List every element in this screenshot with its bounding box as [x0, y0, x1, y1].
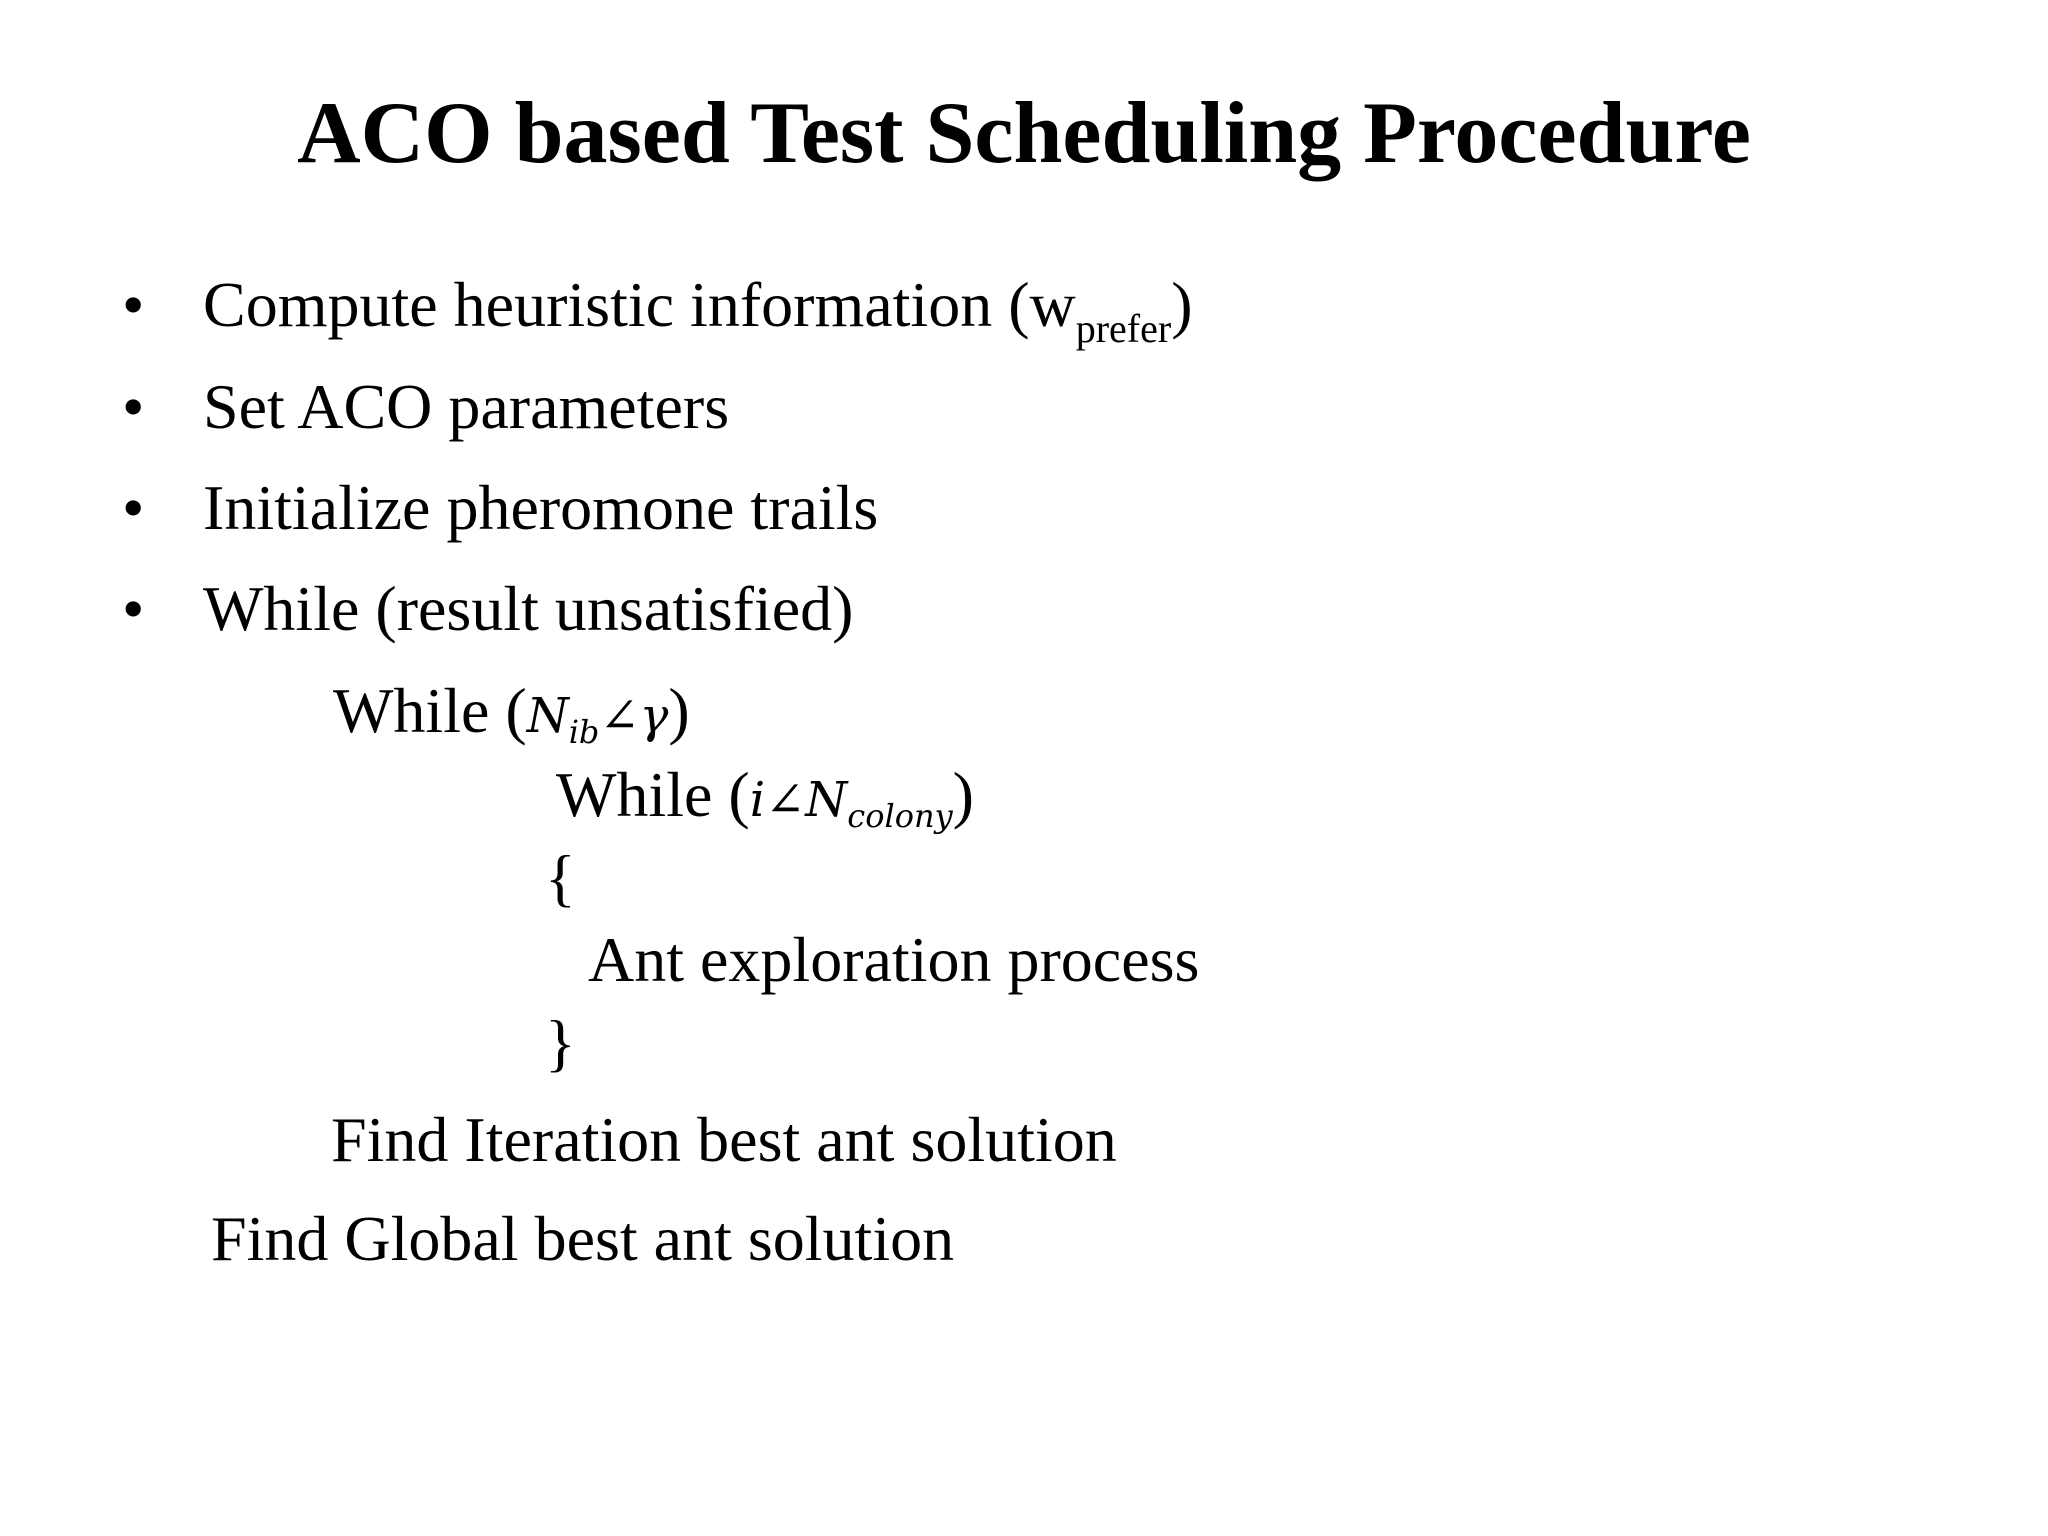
bullet-item-heuristic [203, 270, 1193, 351]
find-iteration-best: Find Iteration best ant solution [331, 1104, 1117, 1175]
find-global-best: Find Global best ant solution [211, 1203, 955, 1274]
while-colony-loop: While $(i\angle N_{colony})$ [556, 759, 974, 836]
ant-exploration-text: Ant exploration process [588, 924, 1200, 995]
bullet-marker: • [122, 472, 145, 543]
bullet-item-while-result: While (result unsatisfied) [203, 573, 854, 644]
while-iteration-loop: While $(N_{ib}\angle\gamma)$ [333, 675, 690, 752]
bullet-marker: • [122, 573, 145, 644]
bullet-marker: • [122, 371, 145, 442]
slide-title: ACO based Test Scheduling Procedure [297, 85, 1751, 182]
bullet-marker: • [122, 269, 145, 340]
bullet-item-parameters: Set ACO parameters [203, 371, 730, 442]
bullet-close-paren: ) [1171, 269, 1193, 340]
math-n-colony: $i\angle N_{colony}$ [749, 772, 953, 836]
bullet-text: Compute heuristic information (w [203, 269, 1076, 340]
math-n-ib: $N_{ib}\angle\gamma$ [526, 688, 669, 752]
open-brace: { [545, 842, 576, 913]
subscript-prefer: prefer [1075, 306, 1172, 351]
close-brace: } [545, 1007, 576, 1078]
bullet-item-pheromone: Initialize pheromone trails [203, 472, 879, 543]
